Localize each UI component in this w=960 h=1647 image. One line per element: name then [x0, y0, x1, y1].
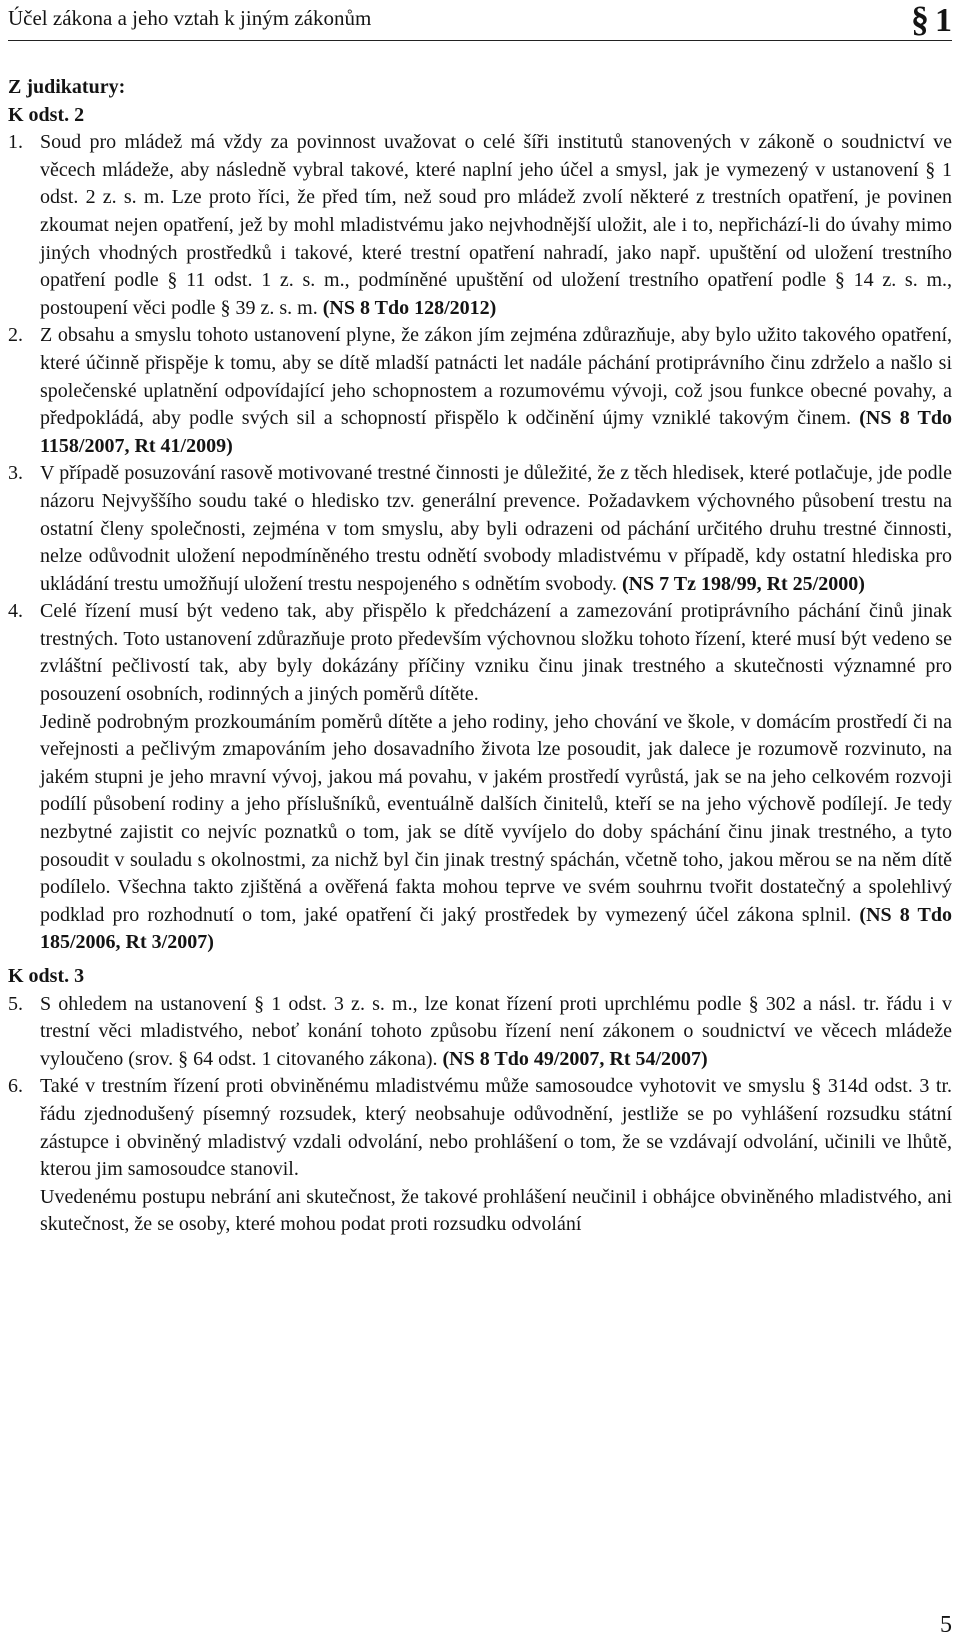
- ruling-item-2: [8, 322, 952, 460]
- ruling-item-1: [8, 129, 952, 322]
- item-body: [40, 460, 952, 598]
- item-text: Také v trestním řízení proti obviněnému mladistvému může samosoudce vyhotovit ve smyslu § 314d odst. 3 tr. řádu zjednodušený písemný rozsudek, který neobsahuje odůvodnění, jestliže se po vyhlášení rozsudku státní zástupce i obviněný mladistvý vzdali odvolání, nebo prohlášení o tom, že se vzdávají odvolání, učinili ve lhůtě, kterou jim samosoudce stanovil.: [40, 1075, 952, 1181]
- item-citation: (NS 8 Tdo 185/2006, Rt 3/2007): [40, 903, 952, 954]
- item-number: 1.: [8, 131, 23, 154]
- item-text: Celé řízení musí být vedeno tak, aby přispělo k předcházení a zamezování protiprávního páchání činů jinak trestných. Toto ustanovení zdůrazňuje proto především výchovnou složku tohoto řízení, které musí být vedeno se zvláštní pečlivostí tak, aby byly dokázány příčiny vzniku činu jinak trestného a skutečnosti významné pro posouzení osobních, rodinných a jiných poměrů dítěte.: [40, 600, 952, 706]
- ruling-item-6: [8, 1073, 952, 1239]
- ruling-item-3: [8, 460, 952, 598]
- item-text: V případě posuzování rasově motivované trestné činnosti je důležité, že z těch hledisek, které potlačuje, jde podle názoru Nejvyššího soudu také o hledisko tzv. generální prevence. Požadavkem výchovného působení trestu na ostatní členy společnosti, zejména v tom smyslu, aby byli odrazeni od páchání určitého druhu trestné činnosti, nelze odůvodnit uložení nepodmíněného trestu odnětí svobody mladistvému v případě, kdy ostatní hlediska pro ukládání trestu umožňují uložení trestu nespojeného s odnětím svobody.: [40, 462, 952, 595]
- item-text-continued: Uvedenému postupu nebrání ani skutečnost, že takové prohlášení neučinil i obhájce obviněného mladistvého, ani skutečnost, že se osoby, které mohou podat proti rozsudku odvolání: [40, 1185, 952, 1236]
- item-body: [40, 991, 952, 1074]
- item-body: [40, 598, 952, 957]
- page-number: 5: [940, 1612, 952, 1638]
- ruling-item-5: [8, 991, 952, 1074]
- item-text-continued: Jedině podrobným prozkoumáním poměrů dítěte a jeho rodiny, jeho chování ve škole, v domácím prostředí či na veřejnosti a pečlivým zmapováním jeho dosavadního života lze posoudit, jak dalece je rozumově rozvinuto, na jakém stupni je jeho mravní vývoj, jakou má povahu, v jakém prostředí vyrůstá, jak se na jeho celkovém rozvoji podílí působení rodiny a jeho příslušníků, eventuálně dalších činitelů, kteří se na jeho výchově podílejí. Je tedy nezbytné zajistit co nejvíc poznatků o tom, jak se dítě vyvíjelo do doby spáchání činu jinak trestného, a tyto posoudit v souladu s okolnostmi, za nichž byl čin jinak trestný spáchán, včetně toho, jakou měrou se na něm dítě podílelo. Všechna takto zjištěná a ověřená fakta mohou teprve ve svém souhrnu tvořit dostatečný a spolehlivý podklad pro rozhodnutí o tom, jaké opatření či jaký prostředek by vymezený účel zákona splnil.: [40, 710, 952, 926]
- item-body: [40, 322, 952, 460]
- item-text: S ohledem na ustanovení § 1 odst. 3 z. s. m., lze konat řízení proti uprchlému podle § 302 a násl. tr. řádu i v trestní věci mladistvého, neboť konání tohoto způsobu řízení není zákonem o soudnictví ve věcech mládeže vyloučeno (srov. § 64 odst. 1 citovaného zákona).: [40, 992, 952, 1070]
- item-number: 4.: [8, 600, 23, 623]
- ruling-item-4: [8, 598, 952, 957]
- item-text: Z obsahu a smyslu tohoto ustanovení plyne, že zákon jím zejména zdůrazňuje, aby bylo užito takového opatření, které účinně přispěje k tomu, aby se dítě mladší patnácti let nadále páchání protiprávního činu zdrželo a našlo si společenské uplatnění odpovídající jeho schopnostem a rozumovému vývoji, což jsou funkce obecné povahy, a předpokládá, aby podle svých sil a schopností přispělo k odčinění újmy vzniklé takovým činem.: [40, 324, 952, 430]
- subheading-odst-2: K odst. 2: [8, 103, 85, 126]
- item-number: 5.: [8, 992, 23, 1015]
- header-title: Účel zákona a jeho vztah k jiným zákonům: [8, 6, 372, 30]
- judikatura-heading: Z judikatury:: [8, 76, 126, 98]
- item-citation: (NS 7 Tz 198/99, Rt 25/2000): [621, 572, 865, 595]
- item-citation: (NS 8 Tdo 49/2007, Rt 54/2007): [442, 1047, 708, 1070]
- item-body: [40, 1073, 952, 1239]
- item-citation: (NS 8 Tdo 128/2012): [322, 296, 497, 319]
- item-number: 3.: [8, 462, 23, 485]
- page-content: [8, 74, 952, 1239]
- item-body: [40, 129, 952, 322]
- header-section-marker: [911, 0, 952, 40]
- running-header: [8, 0, 952, 41]
- item-citation: (NS 8 Tdo 1158/2007, Rt 41/2009): [40, 407, 952, 457]
- subheading-odst-3: K odst. 3: [8, 965, 85, 987]
- item-text: Soud pro mládež má vždy za povinnost uvažovat o celé šíři institutů stanovených v zákoně o soudnictví ve věcech mládeže, aby následně vybral takové, které naplní jeho účel a smysl, jak je vymezený v ustanovení § 1 odst. 2 z. s. m. Lze proto říci, že před tím, než soud pro mládež zvolí některé z trestních opatření, je povinen zkoumat nejen opatření, jež by mohl mladistvému jako nejvhodnější uložit, ale i to, nepřichází-li do úvahy mimo jiných vhodných prostředků i takové, které trestní opatření nahradí, jako např. upuštění od uložení trestního opatření podle § 11 odst. 1 z. s. m., podmíněné upuštění od uložení trestního opatření podle § 14 z. s. m., postoupení věci podle § 39 z. s. m.: [40, 131, 952, 319]
- section-sign: §: [911, 0, 929, 39]
- item-number: 6.: [8, 1075, 23, 1098]
- item-number: 2.: [8, 324, 23, 347]
- section-number: 1: [935, 2, 952, 39]
